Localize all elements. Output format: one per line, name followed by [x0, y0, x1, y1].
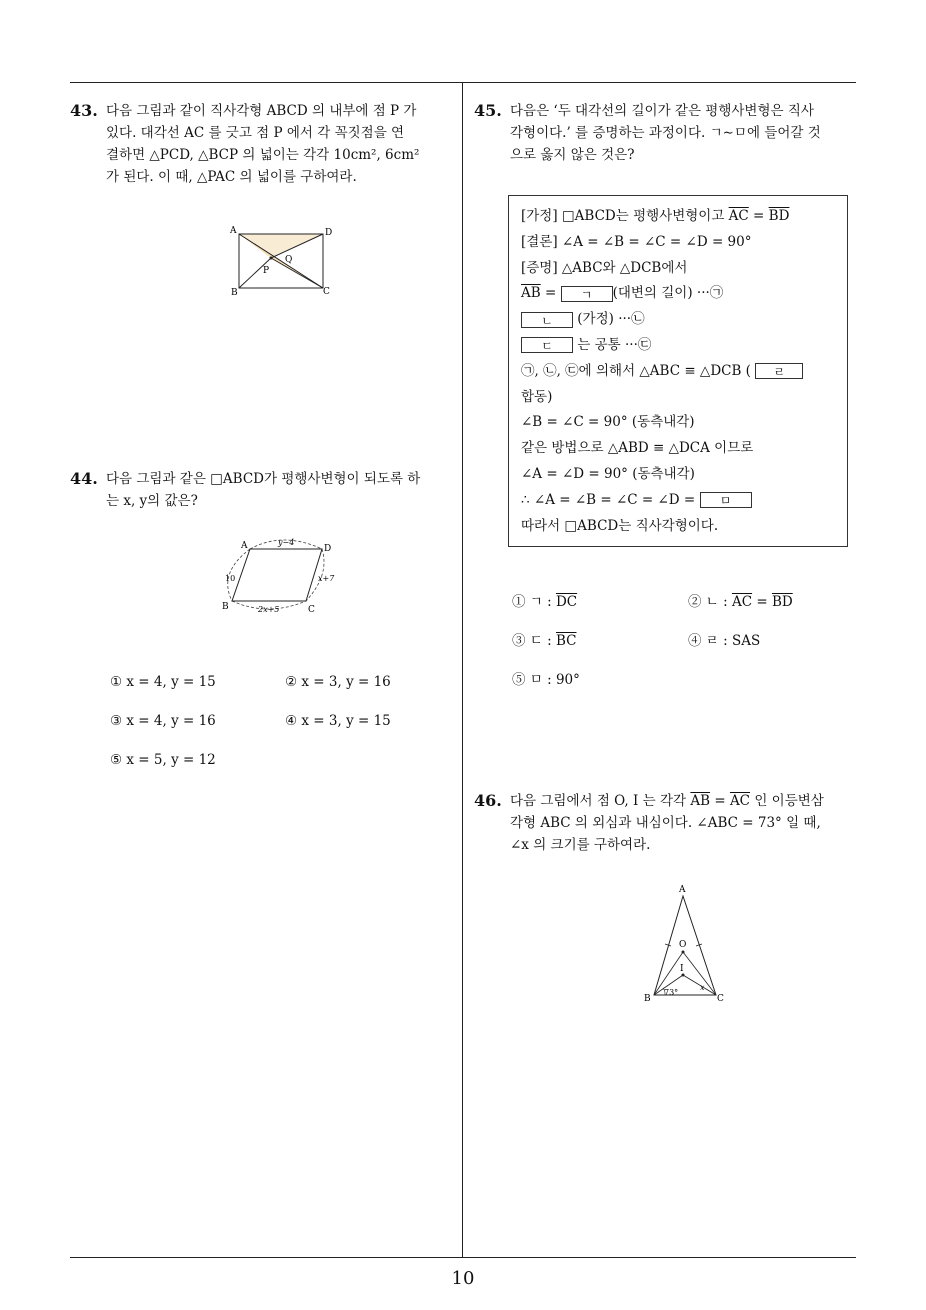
label-A: A [679, 885, 686, 895]
option-text: = [752, 594, 772, 610]
label-D: D [325, 228, 333, 238]
label-I: I [680, 964, 684, 974]
label-left: 10 [225, 574, 236, 583]
question-number: 45. [474, 101, 502, 120]
segment-AB: $\overline{AB}$ [690, 793, 711, 809]
question-text-part: = [710, 793, 730, 809]
question-line: 각형 ABC 의 외심과 내심이다. ∠ABC = 73° 일 때, [510, 815, 821, 831]
label-D: D [324, 544, 332, 554]
label-angle: 73° [664, 988, 679, 997]
option-3[interactable] [512, 629, 576, 649]
question-45 [474, 100, 859, 166]
proof-line [521, 333, 835, 359]
option-label: ① ㄱ : [512, 594, 556, 610]
question-number: 44. [70, 469, 98, 488]
label-x: x [700, 983, 705, 992]
proof-text: ∴ ∠A = ∠B = ∠C = ∠D = [521, 491, 700, 508]
question-line: 다음 그림과 같이 직사각형 ABCD 의 내부에 점 P 가 [106, 103, 417, 119]
segment-BD: $\overline{BD}$ [768, 208, 790, 224]
option-1[interactable] [512, 590, 577, 610]
option-5[interactable]: ⑤ ㅁ : 90° [512, 672, 580, 688]
label-B: B [231, 288, 238, 298]
question-line: 다음은 ‘두 대각선의 길이가 같은 평행사변형은 직사 [510, 103, 814, 119]
question-text-part: 다음 그림에서 점 O, I 는 각각 [510, 793, 691, 809]
option-4[interactable]: ④ ㄹ : SAS [688, 633, 761, 649]
question-number: 46. [474, 791, 502, 810]
question-text [106, 468, 455, 512]
proof-box [508, 195, 848, 547]
segment-BD: $\overline{BD}$ [771, 594, 793, 610]
blank-gieok: ㄱ [561, 286, 613, 302]
segment-AC: $\overline{AC}$ [731, 594, 753, 610]
column-divider [462, 82, 463, 1258]
proof-line: [결론] ∠A = ∠B = ∠C = ∠D = 90° [521, 233, 752, 250]
label-top: y−4 [278, 538, 295, 547]
blank-digeut: ㄷ [521, 337, 573, 353]
question-line [510, 790, 864, 812]
proof-text: 는 공통 ···㉢ [573, 336, 652, 353]
proof-line: ∠B = ∠C = 90° (동측내각) [521, 414, 695, 431]
proof-text: ㉠, ㉡, ㉢에 의해서 △ABC ≡ △DCB ( [521, 362, 756, 379]
top-rule [70, 82, 856, 83]
option-3[interactable]: ③ x = 4, y = 16 [110, 713, 216, 729]
label-right: x+7 [318, 574, 335, 583]
proof-line: ∠A = ∠D = 90° (동측내각) [521, 465, 695, 482]
label-bottom: 2x+5 [258, 605, 280, 614]
question-line: 있다. 대각선 AC 를 긋고 점 P 에서 각 꼭짓점을 연 [106, 125, 405, 141]
triangle-figure [636, 882, 736, 1007]
rectangle-figure [225, 222, 340, 300]
question-line: 각형이다.’ 를 증명하는 과정이다. ㄱ∼ㅁ에 들어갈 것 [510, 125, 821, 141]
proof-line: [증명] △ABC와 △DCB에서 [521, 259, 688, 276]
proof-text: [가정] □ABCD는 평행사변형이고 [521, 208, 729, 224]
segment-AB: $\overline{AB}$ [521, 285, 541, 302]
question-line: 다음 그림과 같은 □ABCD가 평행사변형이 되도록 하 [106, 471, 421, 487]
label-A: A [230, 226, 237, 236]
proof-line [521, 359, 835, 385]
question-text [510, 790, 864, 856]
segment-BC: $\overline{BC}$ [555, 633, 577, 649]
label-Q: Q [285, 255, 293, 265]
label-B: B [222, 602, 229, 612]
option-5[interactable]: ⑤ x = 5, y = 12 [110, 752, 216, 768]
blank-nieun: ㄴ [521, 312, 573, 328]
segment-AC: $\overline{AC}$ [728, 208, 749, 224]
option-4[interactable]: ④ x = 3, y = 15 [285, 713, 391, 729]
page-number: 10 [451, 1268, 475, 1289]
question-44 [70, 468, 455, 512]
label-A: A [241, 541, 248, 551]
question-text [106, 100, 455, 188]
question-46 [474, 790, 864, 856]
proof-line [521, 281, 835, 307]
proof-line: 합동) [521, 388, 553, 405]
proof-line: 같은 방법으로 △ABD ≡ △DCA 이므로 [521, 440, 754, 457]
proof-line [521, 204, 835, 230]
label-P: P [263, 266, 270, 276]
segment-AC: $\overline{AC}$ [729, 793, 751, 809]
question-43 [70, 100, 455, 188]
question-line: 가 된다. 이 때, △PAC 의 넓이를 구하여라. [106, 169, 357, 185]
parallelogram-figure [218, 535, 343, 620]
question-number: 43. [70, 101, 98, 120]
bottom-rule [70, 1257, 856, 1258]
question-text [510, 100, 859, 166]
proof-text: = [540, 285, 561, 302]
question-text-part: 인 이등변삼 [750, 793, 824, 809]
option-label: ② ㄴ : [688, 594, 732, 610]
proof-text: (가정) ···㉡ [573, 311, 645, 328]
proof-line: 따라서 □ABCD는 직사각형이다. [521, 517, 719, 534]
option-2[interactable]: ② x = 3, y = 16 [285, 674, 391, 690]
segment-DC: $\overline{DC}$ [555, 594, 578, 610]
proof-text: (대변의 길이) ···㉠ [612, 285, 724, 302]
label-O: O [679, 940, 687, 950]
blank-mieum: ㅁ [700, 492, 752, 508]
label-C: C [308, 605, 315, 615]
option-label: ③ ㄷ : [512, 633, 556, 649]
option-2[interactable] [688, 590, 793, 610]
question-line: 는 x, y의 값은? [106, 493, 198, 509]
question-line: ∠x 의 크기를 구하여라. [510, 837, 651, 853]
option-1[interactable]: ① x = 4, y = 15 [110, 674, 216, 690]
proof-line [521, 307, 835, 333]
proof-line [521, 488, 835, 514]
proof-text: = [748, 208, 769, 224]
label-C: C [323, 287, 330, 297]
blank-rieul: ㄹ [755, 363, 803, 379]
question-line: 으로 옳지 않은 것은? [510, 147, 635, 163]
label-B: B [644, 994, 651, 1004]
question-line: 결하면 △PCD, △BCP 의 넓이는 각각 10cm², 6cm² [106, 147, 420, 163]
label-C: C [717, 994, 724, 1004]
